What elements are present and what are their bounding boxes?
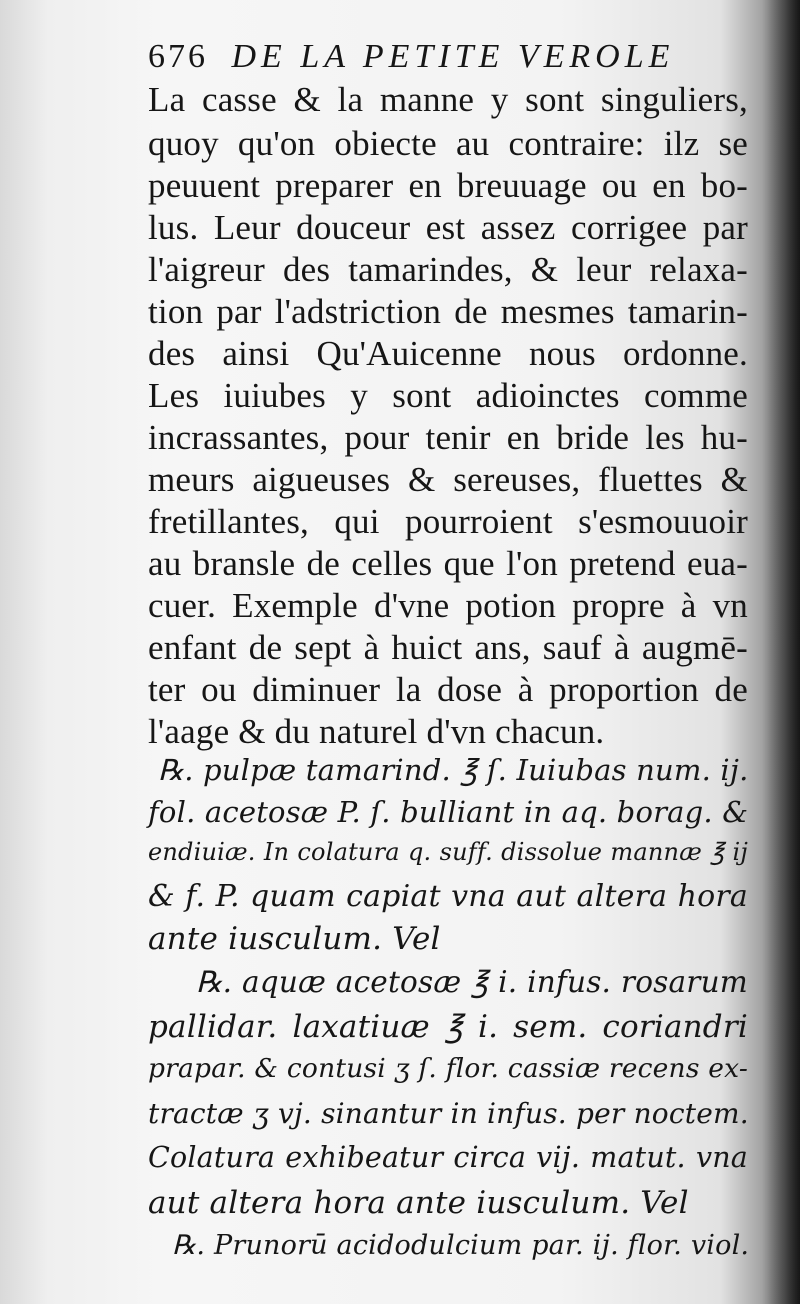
running-header	[148, 40, 748, 74]
text-line: cuer. Exemple d'vne potion propre à vn	[148, 586, 748, 625]
text-line: ter ou diminuer la dose à proportion de	[148, 670, 748, 709]
text-line: incrassantes, pour tenir en bride les hu-	[148, 418, 748, 457]
recipe-line: ℞. pulpæ tamarind. ℥ ſ. Iuiubas num. ij.	[158, 753, 749, 787]
text-line: meurs aigueuses & sereuses, fluettes &	[148, 460, 748, 499]
recipe-line: endiuiæ. In colatura q. suff. dissolue mannæ ℥ ij	[148, 838, 748, 866]
recipe-line: & f. P. quam capiat vna aut altera hora	[148, 879, 748, 914]
text-line: au bransle de celles que l'on pretend eua-	[148, 544, 748, 583]
text-line: l'aigreur des tamarindes, & leur relaxa-	[148, 250, 748, 289]
running-title: DE LA PETITE VEROLE	[231, 38, 675, 75]
page-number: 676	[148, 38, 208, 75]
recipe-line: prapar. & contusi ʒ ſ. flor. cassiæ recens ex-	[148, 1053, 748, 1084]
text-line: peuuent preparer en breuuage ou en bo-	[148, 166, 748, 205]
text-line: lus. Leur douceur est assez corrigee par	[148, 208, 748, 247]
page-edge-shadow	[762, 0, 800, 1304]
text-line: La casse & la manne y sont singuliers,	[148, 80, 748, 119]
recipe-line: tractæ ʒ vj. sinantur in infus. per noctem.	[148, 1097, 749, 1130]
text-line: enfant de sept à huict ans, sauf à augmē-	[148, 628, 748, 667]
recipe-line: ante iusculum. Vel	[148, 921, 441, 957]
recipe-line: ℞. Prunorū acidodulcium par. ij. flor. viol.	[172, 1230, 750, 1261]
recipe-line: fol. acetosæ P. ſ. bulliant in aq. borag. &	[148, 795, 749, 829]
text-line: Les iuiubes y sont adioinctes comme	[148, 376, 748, 415]
recipe-line: aut altera hora ante iusculum. Vel	[148, 1185, 689, 1221]
recipe-line: pallidar. laxatiuæ ℥ i. sem. coriandri	[148, 1009, 748, 1045]
text-line: tion par l'adstriction de mesmes tamarin-	[148, 292, 748, 331]
text-line: quoy qu'on obiecte au contraire: ilz se	[148, 124, 748, 163]
text-line: fretillantes, qui pourroient s'esmouuoir	[148, 502, 748, 541]
recipe-line: Colatura exhibeatur circa vij. matut. vna	[148, 1141, 748, 1174]
recipe-line: ℞. aquæ acetosæ ℥ i. infus. rosarum	[196, 965, 748, 999]
text-line: des ainsi Qu'Auicenne nous ordonne.	[148, 334, 748, 373]
text-line: l'aage & du naturel d'vn chacun.	[148, 712, 605, 751]
